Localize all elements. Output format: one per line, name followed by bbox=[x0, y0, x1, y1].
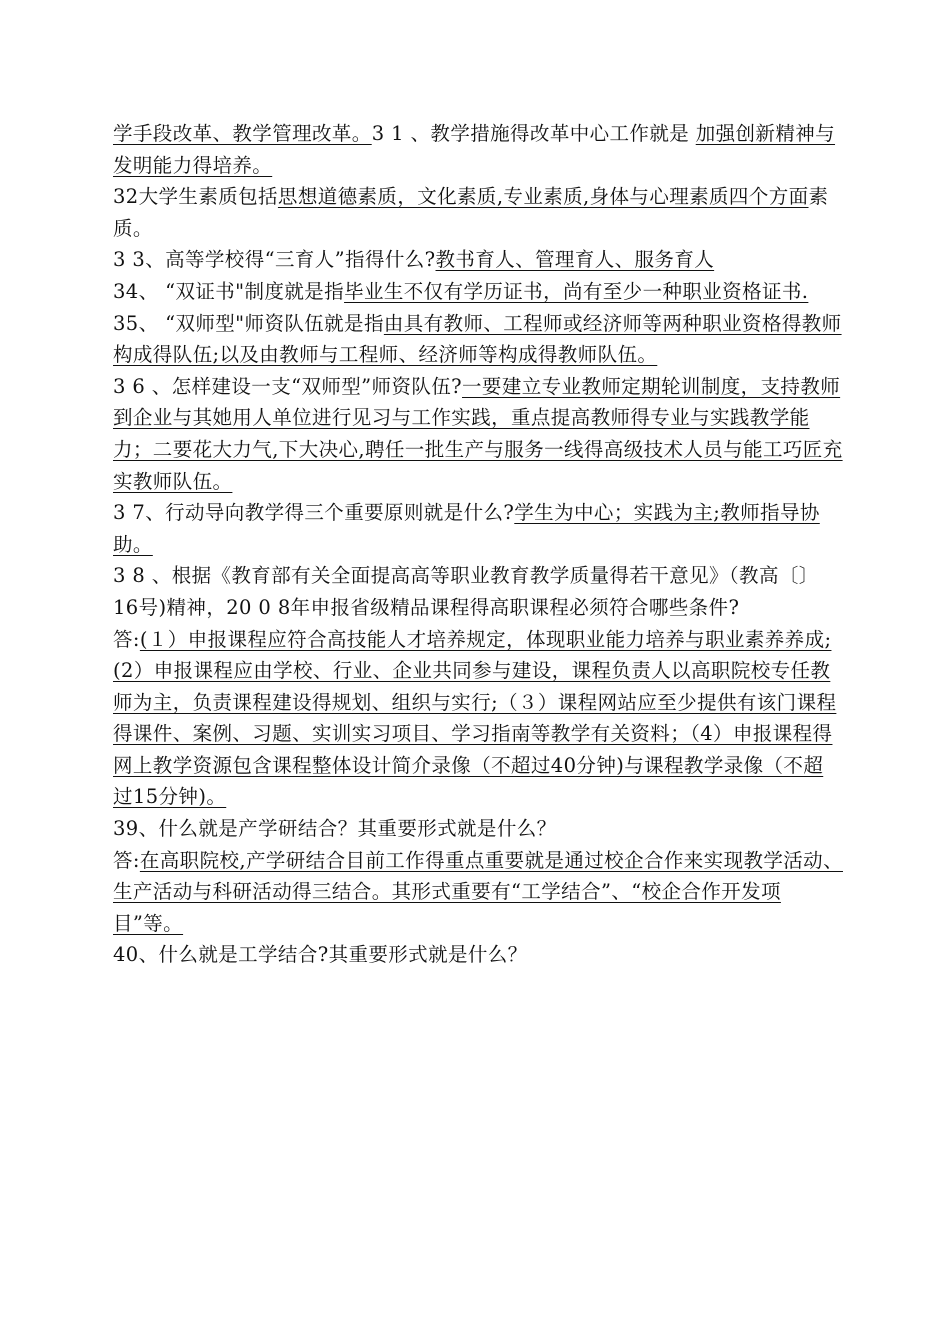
underlined-text: 学手段改革、教学管理改革。 bbox=[113, 122, 372, 145]
question-text: 3 6 、怎样建设一支“双师型”师资队伍? bbox=[113, 374, 463, 398]
underlined-answer: 一要建立专业教师定期轮训制度，支持教师到企业与其她用人单位进行见习与工作实践，重点提高教师得专业与实践教学能力；二要花大力气,下大决心,聘任一批生产与服务一线得高级技术人员与能工巧匠充实教师队伍。 bbox=[113, 374, 843, 493]
paragraph-32 bbox=[113, 181, 843, 244]
question-text: 3 8 、根据《教育部有关全面提高高等职业教育教学质量得若干意见》（教高〔〕16号)精神，20 0 8年申报省级精品课程得高职课程必须符合哪些条件? bbox=[113, 564, 819, 619]
paragraph-31 bbox=[113, 118, 843, 181]
text: 3 1 、教学措施得改革中心工作就是 bbox=[371, 122, 696, 145]
question-text: 34、 “双证书"制度就是指 bbox=[113, 279, 345, 303]
question-text: 3 3、高等学校得“三育人”指得什么? bbox=[113, 248, 436, 272]
question-text: 32大学生素质包括 bbox=[113, 185, 278, 209]
paragraph-34 bbox=[113, 276, 843, 308]
paragraph-35 bbox=[113, 308, 843, 371]
underlined-answer: 思想道德素质，文化素质,专业素质,身体与心理素质四个方面 bbox=[277, 185, 809, 209]
underlined-answer: 教书育人、管理育人、服务育人 bbox=[435, 248, 715, 272]
paragraph-38 bbox=[113, 560, 843, 623]
underlined-answer: 学生为中心；实践为主;教师指导协助。 bbox=[113, 501, 820, 556]
answer-label: 答: bbox=[113, 627, 140, 651]
question-text: 40、什么就是工学结合?其重要形式就是什么？ bbox=[113, 943, 528, 967]
paragraph-40 bbox=[113, 939, 843, 971]
underlined-answer: 由具有教师、工程师或经济师等两种职业资格得教师构成得队伍;以及由教师与工程师、经济师等构成得教师队伍。 bbox=[113, 311, 842, 367]
underlined-answer: 在高职院校,产学研结合目前工作得重点重要就是通过校企合作来实现教学活动、生产活动与科研活动得三结合。其形式重要有“工学结合”、“校企合作开发项目”等。 bbox=[113, 848, 843, 935]
document-page bbox=[113, 118, 843, 971]
paragraph-33 bbox=[113, 244, 843, 276]
paragraph-39 bbox=[113, 813, 843, 845]
underlined-answer: 毕业生不仅有学历证书，尚有至少一种职业资格证书. bbox=[344, 279, 809, 303]
question-text: 3 7、行动导向教学得三个重要原则就是什么? bbox=[113, 501, 515, 525]
question-text: 39、什么就是产学研结合？其重要形式就是什么？ bbox=[113, 817, 557, 841]
underlined-answer: (１）申报课程应符合高技能人才培养规定，体现职业能力培养与职业素养养成;(2）申报课程应由学校、行业、企业共同参与建设，课程负责人以高职院校专任教师为主，负责课程建设得规划、组织与实行;（３）课程网站应至少提供有该门课程得课件、案例、习题、实训实习项目、学习指南等教学有关资料；（4）申报课程得网上教学资源包含课程整体设计简介录像（不超过40分钟)与课程教学录像（不超过15分钟)。 bbox=[113, 627, 837, 809]
paragraph-38-answer bbox=[113, 624, 843, 814]
paragraph-37 bbox=[113, 497, 843, 560]
paragraph-36 bbox=[113, 371, 843, 497]
underlined-answer: 加强创新精神与发明能力得培养。 bbox=[113, 122, 836, 177]
text: 素质。 bbox=[113, 185, 829, 240]
answer-label: 答: bbox=[113, 848, 140, 872]
paragraph-39-answer bbox=[113, 845, 843, 940]
question-text: 35、 “双师型"师资队伍就是指 bbox=[113, 311, 384, 335]
